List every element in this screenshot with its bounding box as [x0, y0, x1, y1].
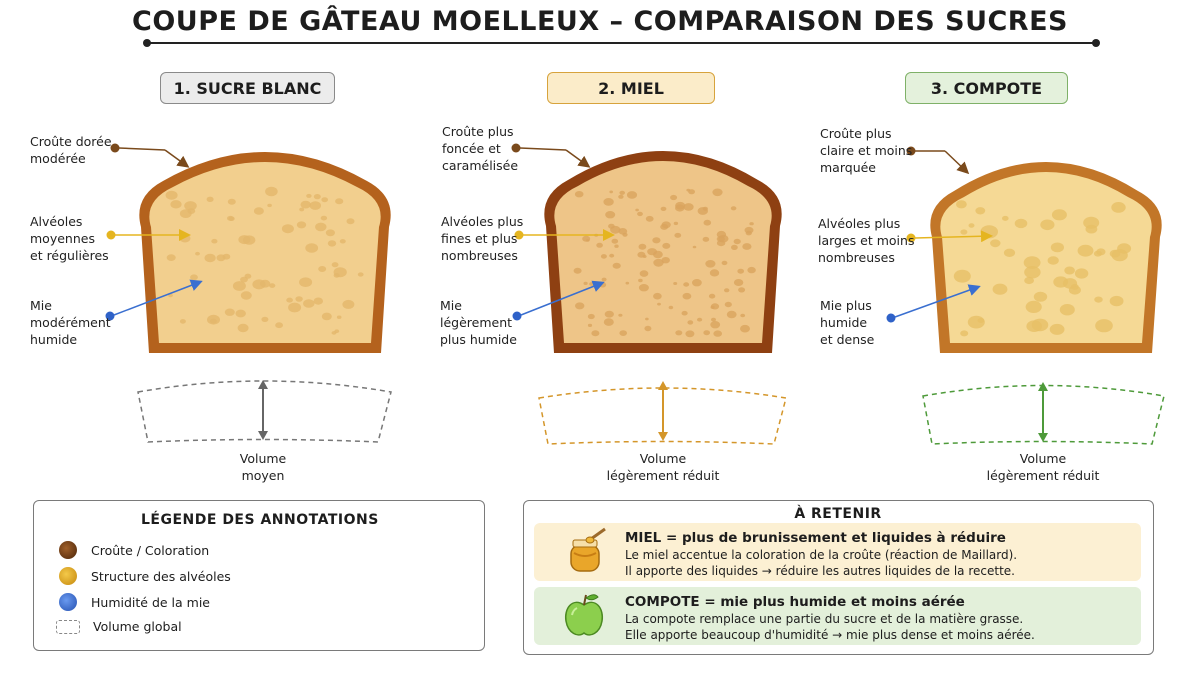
crumb-cell — [704, 220, 712, 226]
crumb-cell — [960, 330, 968, 336]
crumb-cell — [190, 274, 198, 280]
crumb-cell — [335, 198, 343, 204]
cake-crumb — [554, 161, 771, 343]
crumb-cell — [1051, 243, 1064, 253]
crumb-cell — [734, 279, 743, 286]
crumb-cell — [674, 222, 678, 225]
legend-item-moisture: Humidité de la mie — [59, 593, 210, 611]
crumb-cell — [236, 310, 246, 318]
crumb-cell — [227, 216, 234, 221]
crumb-cell — [1024, 266, 1040, 278]
crumb-cell — [662, 257, 670, 263]
crumb-cell — [328, 240, 336, 246]
crumb-cell — [619, 191, 625, 195]
crumb-cell — [288, 303, 301, 313]
crumb-cell — [712, 189, 722, 197]
crumb-cell — [740, 325, 750, 333]
crumb-cell — [734, 239, 741, 244]
crumb-cell — [334, 329, 339, 333]
crumb-cell — [601, 254, 607, 259]
volume-label-compote: Volume légèrement réduit — [986, 451, 1100, 483]
crumb-cell — [685, 330, 694, 337]
crumb-cell — [217, 254, 226, 261]
crumb-cell — [315, 223, 326, 232]
crumb-cell — [710, 269, 719, 276]
crumb-cell — [1015, 219, 1028, 228]
crumb-cell — [968, 316, 985, 329]
legend-title: LÉGENDE DES ANNOTATIONS — [141, 512, 379, 528]
crumb-cell — [640, 270, 649, 277]
crumb-cell — [334, 267, 347, 277]
crumb-cell — [646, 216, 654, 222]
tip-honey-heading: MIEL = plus de brunissement et liquides à réduire — [625, 530, 1006, 546]
crumb-cell — [737, 269, 744, 274]
crumb-cell — [207, 197, 214, 202]
annotation-cells-miel: Alvéoles plus fines et plus nombreuses — [441, 214, 524, 263]
cake-slice-miel — [544, 151, 781, 353]
crumb-cell — [225, 309, 235, 316]
header-miel: 2. MIEL — [547, 72, 715, 104]
crumb-cell — [322, 313, 332, 321]
crumb-cell — [722, 261, 728, 265]
crumb-cell — [299, 277, 312, 287]
crumb-cell — [574, 268, 582, 274]
crumb-cell — [295, 296, 302, 302]
crumb-cell — [1050, 324, 1065, 335]
crumb-cell — [326, 229, 335, 236]
page-title: COUPE DE GÂTEAU MOELLEUX – COMPARAISON DES SUCRES — [132, 6, 1068, 37]
crumb-cell — [342, 300, 354, 309]
crumb-cell — [662, 221, 671, 228]
crumb-cell — [301, 201, 311, 209]
tip-compote — [534, 587, 1141, 645]
crumb-cell — [709, 294, 715, 299]
crumb-cell — [211, 239, 217, 244]
crumb-cell — [238, 324, 249, 332]
crumb-cell — [261, 317, 268, 322]
moisture-dot-icon — [59, 593, 77, 611]
crumb-cell — [711, 318, 716, 322]
crumb-cell — [195, 252, 200, 256]
crumb-cell — [613, 263, 621, 269]
crumb-cell — [608, 224, 615, 229]
crumb-cell — [575, 302, 584, 309]
crumb-cell — [718, 235, 728, 243]
crumb-cell — [358, 272, 364, 276]
tip-honey — [534, 523, 1141, 581]
crumb-cell — [207, 315, 220, 325]
crumb-cell — [683, 282, 689, 286]
crumb-cell — [661, 207, 667, 211]
crumb-cell — [669, 306, 674, 310]
crumb-cell — [697, 318, 702, 322]
crumb-cell — [627, 191, 637, 199]
crumb-cell — [1110, 296, 1124, 306]
crumb-cell — [340, 239, 346, 243]
crumb-cell — [603, 198, 613, 206]
crumb-cell — [609, 191, 613, 194]
crumb-cell — [645, 318, 649, 321]
crumb-cell — [303, 299, 314, 308]
crumb-cell — [265, 187, 278, 196]
crumb-cell — [747, 267, 755, 273]
crumb-cell — [267, 204, 272, 207]
crumb-cell — [1060, 304, 1075, 315]
crumb-cell — [954, 270, 971, 283]
crumb-cell — [589, 282, 594, 286]
crumb-cell — [618, 314, 622, 317]
crumb-cell — [698, 207, 708, 215]
crumb-cell — [742, 243, 751, 250]
crumb-cell — [635, 209, 639, 212]
takeaway-panel — [523, 500, 1154, 655]
crumb-cell — [703, 330, 710, 335]
crumb-cell — [731, 206, 737, 210]
cake-slice-compote — [930, 162, 1161, 353]
crumb-cell — [746, 231, 752, 236]
crumb-cell — [337, 316, 342, 319]
crumb-cell — [710, 321, 720, 328]
crumb-cell — [314, 298, 323, 305]
annotation-crust-sucre-blanc: Croûte dorée modérée — [30, 134, 112, 166]
crumb-cell — [609, 254, 614, 258]
crumb-cell — [184, 201, 197, 210]
crumb-cell — [1064, 267, 1075, 275]
header-sucre-blanc: 1. SUCRE BLANC — [160, 72, 335, 104]
annotation-crust-miel: Croûte plus foncée et caramélisée — [442, 124, 519, 173]
crumb-cell — [306, 194, 311, 198]
annotation-cells-sucre-blanc: Alvéoles moyennes et régulières — [30, 214, 109, 263]
crumb-cell — [619, 330, 627, 336]
crumb-cell — [1034, 292, 1047, 302]
crumb-cell — [1026, 301, 1042, 313]
crumb-cell — [282, 224, 294, 233]
crumb-cell — [1040, 220, 1054, 231]
crumb-cell — [626, 282, 630, 285]
crumb-cell — [975, 207, 985, 214]
crumb-cell — [605, 211, 615, 218]
crumb-cell — [321, 197, 328, 202]
crumb-cell — [637, 212, 643, 216]
crumb-cell — [652, 237, 660, 243]
crumb-cell — [670, 195, 677, 200]
annotation-crust-compote: Croûte plus claire et moins marquée — [820, 126, 913, 175]
crumb-cell — [749, 222, 753, 225]
annotation-crumb-compote: Mie plus humide et dense — [820, 298, 875, 347]
crumb-cell — [241, 291, 252, 299]
crumb-cell — [639, 284, 649, 291]
tip-compote-line-1: La compote remplace une partie du sucre et de la matière grasse. — [625, 612, 1024, 626]
crumb-cell — [252, 279, 265, 289]
crumb-cell — [275, 322, 283, 328]
crumb-cell — [318, 266, 326, 272]
volume-label-miel: Volume légèrement réduit — [606, 451, 720, 483]
crumb-cell — [314, 194, 321, 199]
crumb-cell — [993, 284, 1008, 295]
crumb-cell — [596, 243, 603, 248]
crumb-cell — [228, 199, 236, 205]
crumb-cell — [582, 236, 590, 242]
crumb-cell — [738, 287, 745, 292]
crumb-cell — [643, 255, 647, 258]
tip-compote-heading: COMPOTE = mie plus humide et moins aérée — [625, 594, 965, 610]
crumb-cell — [683, 293, 692, 300]
crumb-cell — [310, 201, 321, 210]
crumb-cell — [269, 283, 275, 288]
crumb-cell — [166, 191, 178, 200]
crumb-cell — [692, 279, 702, 286]
legend-panel — [33, 500, 485, 651]
header-compote: 3. COMPOTE — [905, 72, 1068, 104]
crumb-cell — [638, 279, 643, 282]
crumb-cell — [297, 221, 306, 228]
crumb-cell — [675, 330, 682, 335]
crumb-cell — [1086, 225, 1098, 234]
title-rule-start — [143, 39, 151, 47]
crumb-cell — [644, 326, 651, 331]
crumb-cell — [662, 243, 670, 249]
crumb-cell — [682, 311, 688, 316]
green-apple-icon — [562, 591, 606, 639]
crumb-cell — [990, 239, 1000, 247]
crumb-cell — [170, 200, 181, 208]
title-rule-end — [1092, 39, 1100, 47]
crumb-cell — [233, 281, 246, 291]
crumb-cell — [725, 302, 732, 307]
tip-honey-line-1: Le miel accentue la coloration de la croûte (réaction de Maillard). — [625, 548, 1018, 562]
crumb-cell — [724, 288, 729, 292]
volume-outline-miel — [539, 381, 786, 444]
volume-outline-compote — [923, 382, 1164, 444]
cells-dot-icon — [59, 567, 77, 585]
crumb-cell — [1052, 209, 1067, 220]
crumb-cell — [299, 208, 304, 212]
crumb-cell — [605, 311, 614, 318]
crumb-cell — [684, 203, 694, 211]
legend-item-volume: Volume global — [56, 619, 182, 634]
crumb-cell — [612, 239, 619, 244]
crumb-cell — [347, 218, 355, 224]
crumb-cell — [205, 254, 216, 262]
crumb-cell — [321, 216, 327, 221]
crumb-cell — [575, 191, 584, 197]
crumb-cell — [960, 229, 967, 234]
tip-honey-line-2: Il apporte des liquides → réduire les autres liquides de la recette. — [625, 564, 1015, 578]
crumb-cell — [332, 262, 339, 267]
crumb-cell — [703, 237, 710, 242]
volume-dashed-icon — [56, 620, 80, 634]
honey-jar-icon — [565, 527, 609, 575]
crumb-cell — [305, 243, 318, 253]
crumb-cell — [618, 228, 627, 235]
crumb-cell — [1063, 278, 1077, 289]
crumb-cell — [591, 330, 599, 336]
crumb-cell — [675, 204, 685, 211]
tip-compote-line-2: Elle apporte beaucoup d'humidité → mie plus dense et moins aérée. — [625, 628, 1035, 642]
crumb-cell — [1111, 202, 1125, 213]
crumb-cell — [653, 293, 662, 300]
crust-dot-icon — [59, 541, 77, 559]
crumb-cell — [1117, 243, 1131, 253]
crumb-cell — [1078, 245, 1094, 257]
crumb-cell — [693, 246, 697, 249]
crumb-cell — [727, 311, 737, 318]
crumb-cell — [705, 260, 715, 268]
crumb-cell — [1095, 319, 1113, 332]
crumb-cell — [956, 200, 967, 208]
legend-item-crust: Croûte / Coloration — [59, 541, 209, 559]
crumb-cell — [614, 245, 618, 248]
crumb-cell — [584, 282, 588, 285]
volume-outline-sucre-blanc — [138, 380, 391, 442]
crumb-cell — [1096, 248, 1105, 255]
crumb-cell — [604, 318, 614, 326]
annotation-cells-compote: Alvéoles plus larges et moins nombreuses — [818, 216, 915, 265]
crumb-cell — [1094, 297, 1102, 303]
cake-slice-sucre-blanc — [139, 152, 390, 353]
cake-crumb — [149, 162, 380, 343]
crumb-cell — [688, 189, 695, 194]
crumb-cell — [180, 319, 186, 324]
crumb-cell — [286, 298, 293, 303]
crumb-cell — [1048, 256, 1059, 264]
crumb-cell — [731, 245, 738, 250]
crumb-cell — [602, 278, 607, 282]
crumb-cell — [647, 248, 657, 255]
crumb-cell — [1004, 249, 1015, 257]
volume-label-sucre-blanc: Volume moyen — [239, 451, 287, 483]
crumb-cell — [969, 223, 975, 228]
crumb-cell — [674, 233, 681, 238]
crumb-cell — [687, 320, 693, 324]
crumb-cell — [588, 314, 595, 319]
crumb-cell — [713, 330, 722, 336]
legend-item-cells: Structure des alvéoles — [59, 567, 231, 585]
crumb-cell — [740, 314, 745, 318]
crumb-cell — [1026, 320, 1042, 332]
crumb-cell — [243, 235, 255, 244]
crumb-cell — [711, 303, 719, 309]
crumb-cell — [588, 324, 592, 327]
crumb-cell — [657, 303, 661, 306]
annotation-crumb-miel: Mie légèrement plus humide — [440, 298, 517, 347]
annotation-crumb-sucre-blanc: Mie modérément humide — [30, 298, 111, 347]
crumb-cell — [167, 254, 176, 261]
crumb-cell — [639, 244, 647, 250]
crumb-cell — [254, 207, 264, 215]
takeaway-title: À RETENIR — [794, 506, 882, 522]
crumb-cell — [1002, 216, 1009, 221]
crumb-cell — [673, 282, 677, 285]
crumb-cell — [618, 195, 623, 199]
crumb-cell — [1075, 268, 1088, 278]
